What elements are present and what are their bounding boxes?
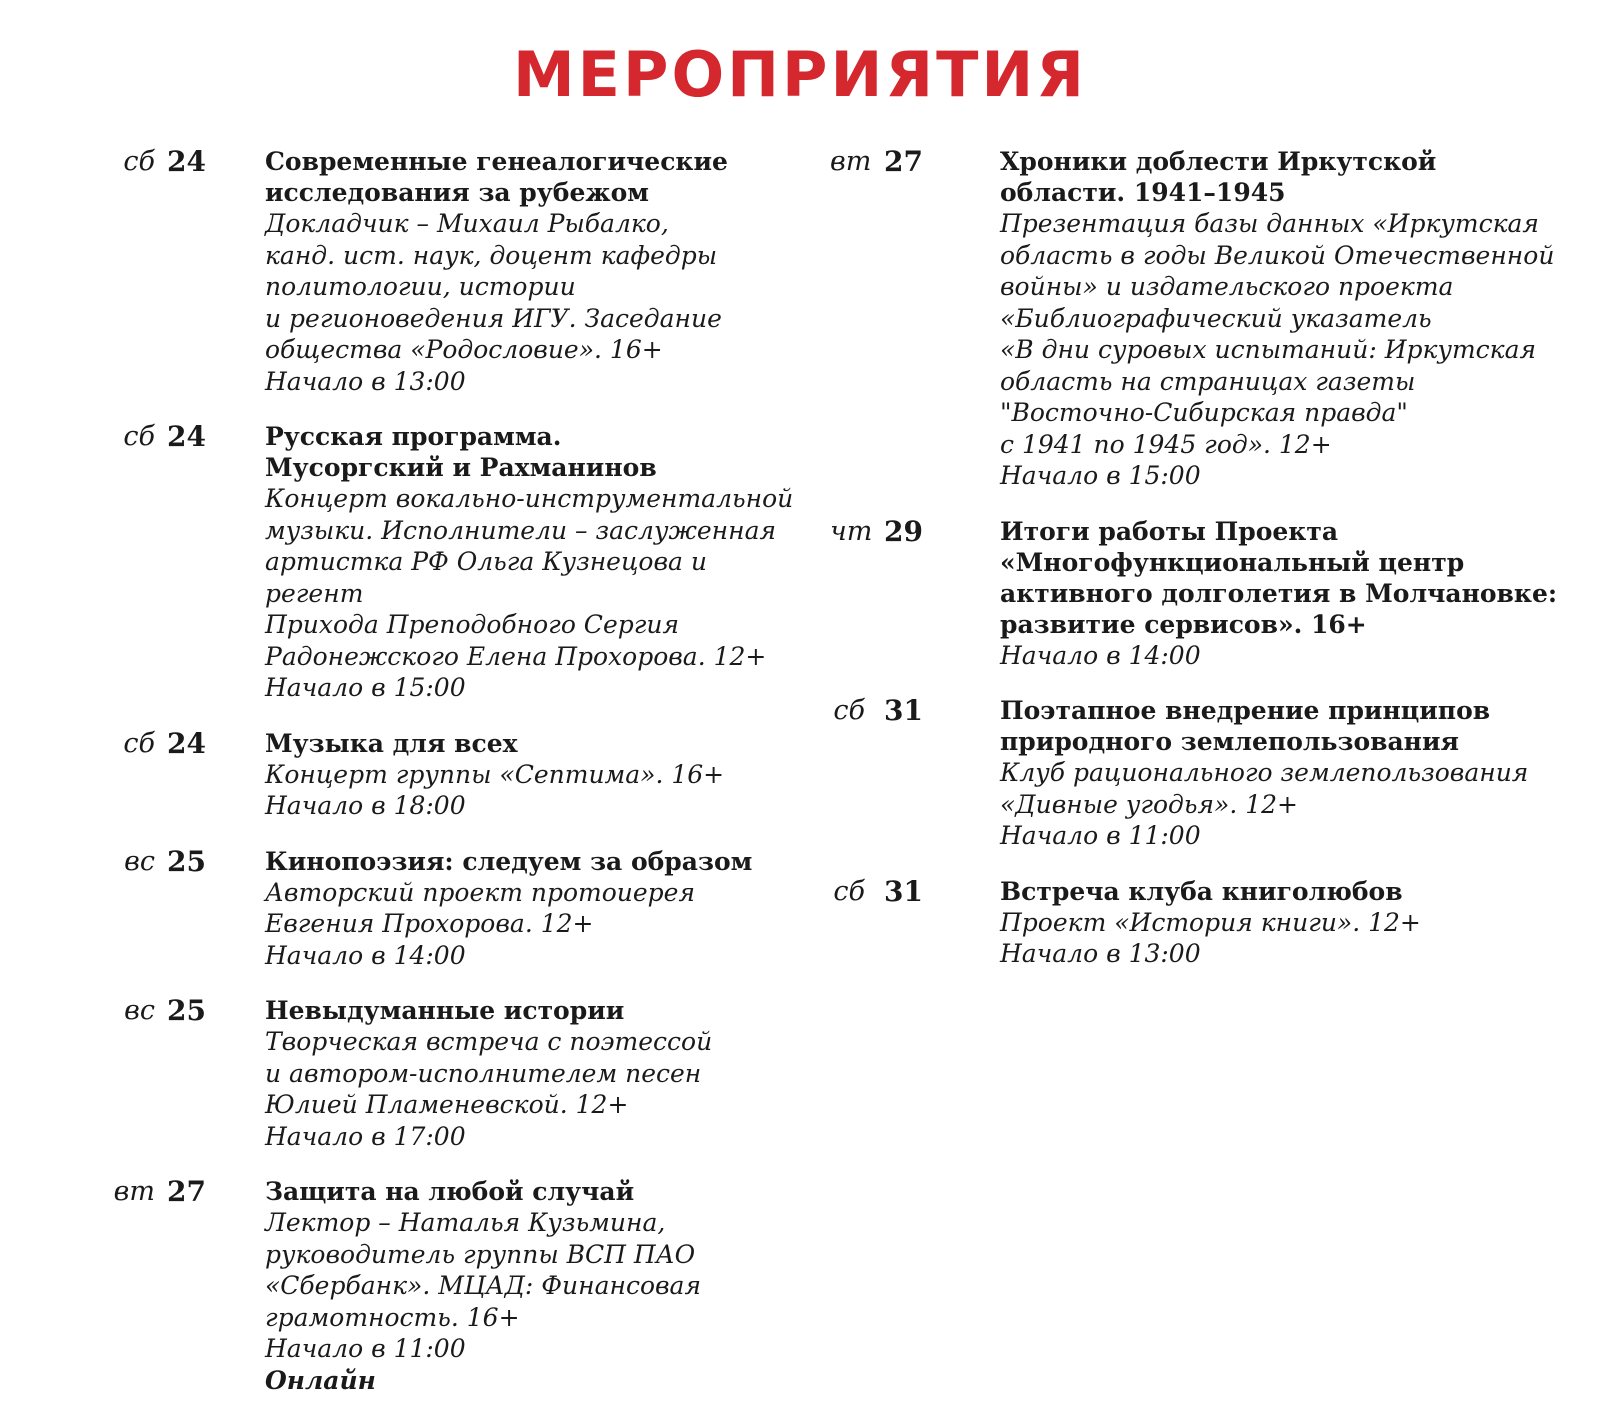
event-time: Начало в 18:00: [265, 791, 466, 820]
event-time: Начало в 11:00: [1000, 821, 1201, 850]
event-description: Проект «История книги». 12+: [1000, 907, 1421, 937]
event-description: Концерт группы «Септима». 16+: [265, 759, 725, 789]
event-weekday: сб: [833, 875, 865, 907]
event-title: Хроники доблести Иркутской области. 1941–1945: [1000, 147, 1437, 207]
event-online-badge: Онлайн: [265, 1365, 376, 1395]
event-title: Встреча клуба книголюбов: [1000, 876, 1403, 906]
event-title: Невыдуманные истории: [265, 996, 625, 1025]
event-date: 24: [167, 420, 206, 453]
event-time: Начало в 13:00: [1000, 939, 1201, 968]
events-left-column: [100, 146, 800, 1420]
event-title: Поэтапное внедрение принципов природного землепользования: [1000, 696, 1491, 756]
event-weekday: сб: [123, 421, 155, 452]
event-time: Начало в 15:00: [265, 673, 466, 702]
event-time: Начало в 13:00: [265, 366, 466, 396]
event-date: 31: [884, 874, 923, 908]
event-item: [100, 146, 800, 397]
event-weekday: вт: [113, 1176, 155, 1207]
event-title: Музыка для всех: [265, 728, 518, 758]
event-date: 27: [167, 1175, 206, 1208]
event-description: Концерт вокально-инструментальной музыки. Исполнители – заслуженная артистка РФ Ольга Кузнецова и регент Прихода Преподобного Сергия Радонежского Елена Прохорова. 12+: [265, 484, 794, 671]
event-weekday: вс: [124, 845, 155, 877]
event-date: 24: [167, 145, 206, 178]
page-title: МЕРОПРИЯТИЯ: [512, 38, 1088, 111]
event-item: [100, 728, 800, 822]
event-date: 25: [167, 844, 206, 878]
event-description: Клуб рационального землепользования «Дивные угодья». 12+: [1000, 758, 1529, 819]
event-item: [100, 995, 800, 1152]
event-item: [100, 421, 800, 704]
event-time: Начало в 14:00: [265, 940, 466, 970]
event-date: 31: [884, 694, 923, 727]
event-item: [830, 516, 1600, 672]
event-item: [830, 146, 1600, 492]
event-title: Современные генеалогические исследования за рубежом: [265, 147, 728, 207]
event-date: 25: [167, 994, 206, 1027]
event-title: Кинопоэзия: следуем за образом: [265, 846, 753, 876]
event-item: [830, 876, 1600, 970]
event-description: Лектор – Наталья Кузьмина, руководитель группы ВСП ПАО «Сбербанк». МЦАД: Финансовая грамотность. 16+: [265, 1208, 702, 1332]
event-title: Защита на любой случай: [265, 1177, 635, 1206]
event-weekday: вт: [830, 146, 872, 177]
event-time: Начало в 14:00: [1000, 640, 1201, 670]
event-description: Творческая встреча с поэтессой и автором-исполнителем песен Юлией Пламеневской. 12+: [265, 1027, 713, 1119]
event-weekday: вс: [124, 995, 155, 1026]
event-item: [830, 695, 1600, 852]
event-weekday: сб: [833, 695, 865, 726]
event-weekday: чт: [830, 515, 873, 547]
event-time: Начало в 11:00: [265, 1334, 466, 1363]
event-date: 29: [884, 514, 923, 548]
event-description: Презентация базы данных «Иркутская область в годы Великой Отечественной войны» и издательского проекта «Библиографический указатель «В дни суровых испытаний: Иркутская область на страницах газеты "Восточно-Сибирская правда" с 1941 по 1945 год». 12+: [1000, 209, 1555, 459]
event-date: 27: [884, 145, 923, 178]
event-time: Начало в 17:00: [265, 1121, 466, 1151]
event-description: Авторский проект протоиерея Евгения Прохорова. 12+: [265, 877, 696, 938]
event-weekday: сб: [123, 146, 155, 177]
event-item: [100, 1176, 800, 1396]
event-date: 24: [167, 726, 206, 760]
event-time: Начало в 15:00: [1000, 461, 1201, 490]
event-description: Докладчик – Михаил Рыбалко, канд. ист. наук, доцент кафедры политологии, истории и регионоведения ИГУ. Заседание общества «Родословие». 16+: [265, 209, 722, 364]
events-right-column: [830, 146, 1600, 994]
event-weekday: сб: [123, 727, 155, 759]
event-item: [100, 846, 800, 972]
event-title: Итоги работы Проекта «Многофункциональный центр активного долголетия в Молчановке: развитие сервисов». 16+: [1000, 516, 1558, 639]
event-title: Русская программа. Мусоргский и Рахманинов: [265, 422, 657, 482]
